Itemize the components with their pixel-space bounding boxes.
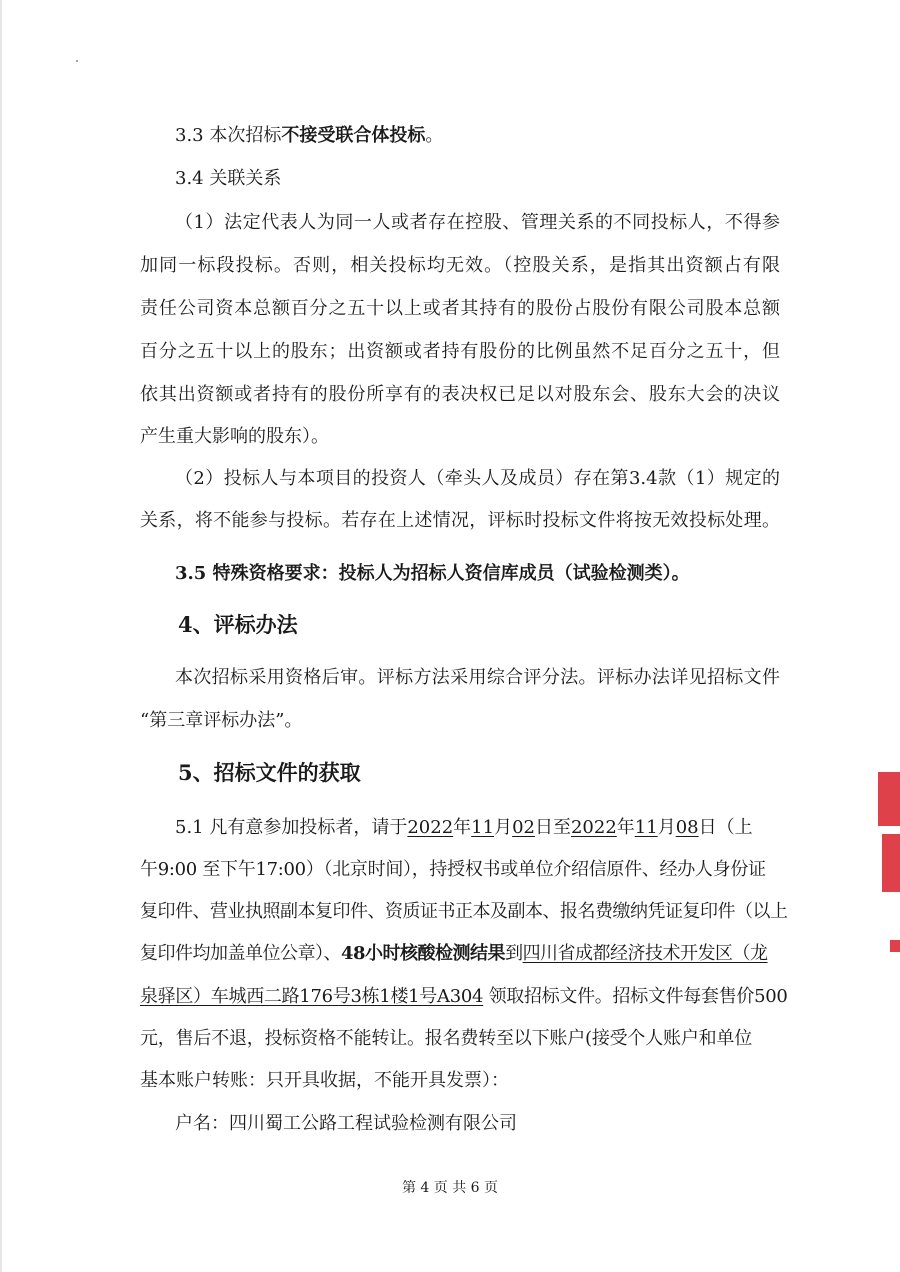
clause-3-4-title: 3.4 关联关系	[175, 168, 282, 189]
clause-3-4-p1-line: 依其出资额或者持有的股份所享有的表决权已足以对股东会、股东大会的决议	[140, 384, 780, 405]
start-day: 02	[512, 817, 535, 838]
test-result-requirement: 48小时核酸检测结果	[341, 943, 506, 964]
clause-5-1-line: 基本账户转账：只开具收据，不能开具发票）：	[140, 1070, 509, 1091]
address-part1: 四川省成都经济技术开发区（龙	[522, 943, 768, 964]
clause-5-1-line: 午9:00 至下午17:00）（北京时间），持授权书或单位介绍信原件、经办人身份证	[140, 859, 766, 880]
seal-fragment	[890, 940, 900, 952]
section-4-line: “第三章评标办法”。	[140, 710, 303, 731]
address-part2: 泉驿区）车城西二路176号3栋1楼1号A304	[140, 986, 484, 1007]
clause-3-4-p1-line: 产生重大影响的股东）。	[140, 426, 329, 447]
scan-edge	[0, 0, 2, 1272]
start-year: 2022	[407, 817, 454, 838]
end-day: 08	[675, 817, 699, 838]
section-5-heading: 5、招标文件的获取	[178, 760, 361, 785]
section-4-line: 本次招标采用资格后审。评标方法采用综合评分法。评标办法详见招标文件	[175, 667, 780, 688]
scan-speck	[76, 60, 78, 62]
clause-3-3: 3.3 本次招标不接受联合体投标。	[175, 125, 444, 146]
clause-3-4-p2-line: （2）投标人与本项目的投资人（牵头人及成员）存在第3.4款（1）规定的	[175, 468, 780, 489]
clause-3-4-p1-line: （1）法定代表人为同一人或者存在控股、管理关系的不同投标人，不得参	[175, 212, 780, 233]
clause-3-5: 3.5 特殊资格要求：投标人为招标人资信库成员（试验检测类）。	[175, 563, 690, 584]
clause-3-4-p1-line: 责任公司资本总额百分之五十以上或者其持有的股份占股份有限公司股本总额	[140, 298, 780, 319]
end-year: 2022	[570, 817, 617, 838]
account-name: 户名：四川蜀工公路工程试验检测有限公司	[175, 1113, 517, 1134]
start-month: 11	[471, 817, 495, 838]
clause-5-1-line: 复印件、营业执照副本复印件、资质证书正本及副本、报名费缴纳凭证复印件（以上	[140, 901, 788, 922]
section-4-heading: 4、评标办法	[178, 612, 298, 637]
seal-fragment	[882, 834, 900, 892]
clause-5-1-line: 元，售后不退，投标资格不能转让。报名费转至以下账户(接受个人账户和单位	[140, 1028, 753, 1049]
clause-5-1-line5: 泉驿区）车城西二路176号3栋1楼1号A304 领取招标文件。招标文件每套售价500	[140, 986, 788, 1007]
clause-3-4-p1-line: 百分之五十以上的股东；出资额或者持有股份的比例虽然不足百分之五十，但	[140, 341, 780, 362]
clause-3-3-emphasis: 不接受联合体投标	[281, 125, 426, 146]
clause-5-1-line1: 5.1 凡有意参加投标者，请于2022年11月02日至2022年11月08日（上	[175, 817, 753, 838]
end-month: 11	[634, 817, 658, 838]
clause-3-4-p2-line: 关系，将不能参与投标。若存在上述情况，评标时投标文件将按无效投标处理。	[140, 510, 780, 531]
clause-3-4-p1-line: 加同一标段投标。否则，相关投标均无效。（控股关系，是指其出资额占有限	[140, 255, 780, 276]
page-number: 第 4 页 共 6 页	[401, 1180, 499, 1196]
clause-5-1-line4: 复印件均加盖单位公章）、48小时核酸检测结果到四川省成都经济技术开发区（龙	[140, 943, 768, 964]
seal-fragment	[878, 772, 900, 826]
